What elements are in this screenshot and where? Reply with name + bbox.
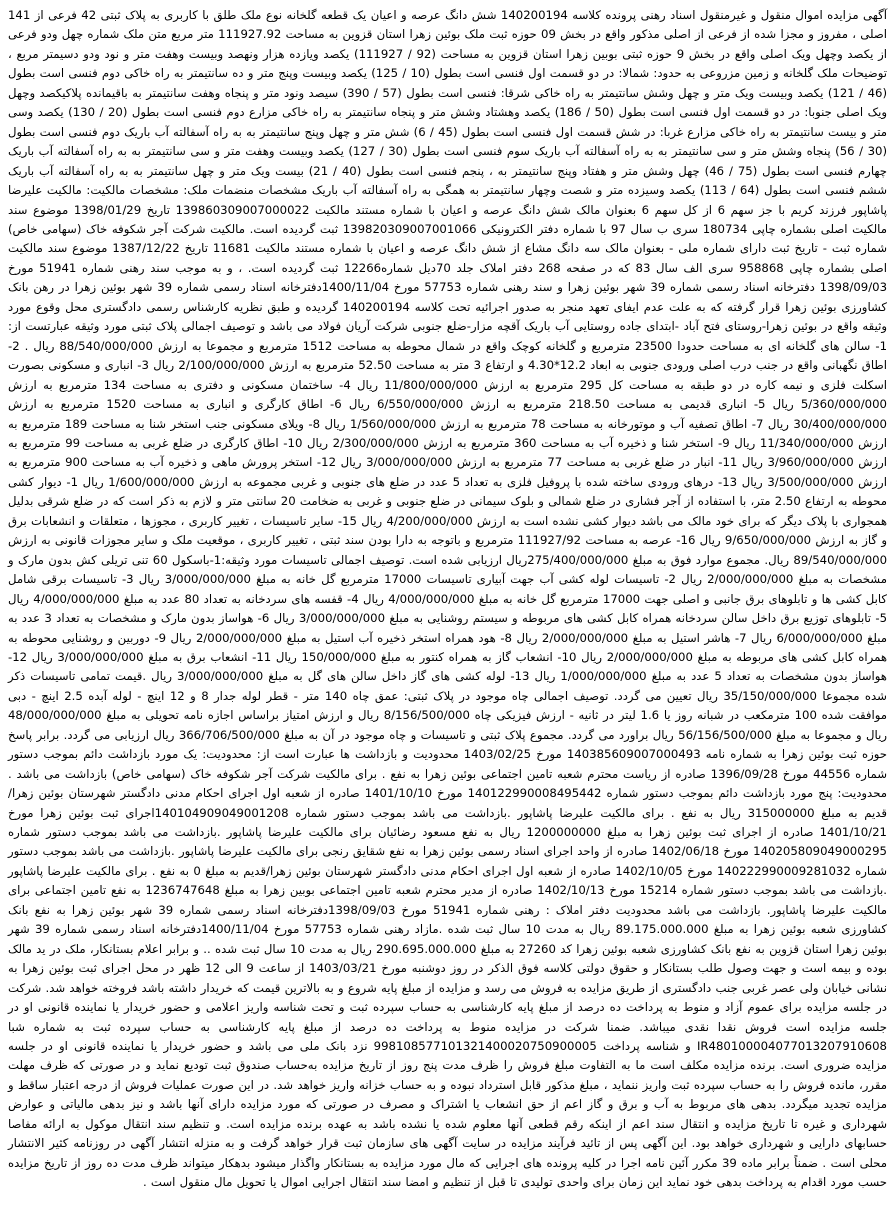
auction-notice-text: آگهی مزایده اموال منقول و غیرمنقول اسناد رهنی پرونده کلاسه 140200194 شش دانگ عرصه و اعیان یک قطعه گلخانه نوع ملک طلق با کاربری به پلاک ثبتی 42 فرعی از 141 اصلی ، مفروز و مجزا شده از فرعی از اصلی مذکور واقع در بخش 09 حوزه ثبت ملک بوئین زهرا استان قزوین به مساحت 111927.92 متر مربع متن ملک شماره چهل ودو فرعی از یکصد وچهل ویک اصلی واقع در بخش 9 حوزه ثبتی بوبین زهرا استان قزوین به مساحت (92 / 111927) یکصد ویازده هزار ونهصد وبیست وهفت متر و نود ودو دسیمتر مربع ، توضیحات ملک گلخانه و زمین مزروعی به حدود: شمالا: در دو قسمت اول فنسی است بطول (10 / 125) یکصد وبیست وپنج متر و ده سانتیمتر به راه خاکی دوم فنسی است بطول (46 / 121) یکصد وبیست ویک متر و چهل وشش سانتیمتر به راه خاکی شرقا: فنسی است بطول (57 / 390) سیصد ونود متر و پنجاه وهفت سانتیمتر به باقیمانده پلاکیکصد وچهل ویک اصلی جنوبا: در دو قسمت اول فنسی است بطول (50 / 186) یکصد وهشتاد وشش متر و پنجاه سانتیمتر به راه خاکی مزارع دوم فنسی است بطول (20 / 130) یکصد وسی متر و بیست سانتیمتر به راه خاکی مزارع غربا: در شش قسمت اول فنسی است بطول (45 / 6) شش متر و چهل وپنج سانتیمتر به به راه آسفالته آب باریک دوم فنسی است بطول (30 / 56) پنجاه وشش متر و سی سانتیمتر به به راه آسفالته آب باریک سوم فنسی است بطول (30 / 127) یکصد وبیست وهفت متر و سی سانتیمتر به به راه آسفالته آب باریک چهارم فنسی است بطول (75 / 46) چهل وشش متر و هفتاد وپنج سانتیمتر به ، پنجم فنسی است بطول (40 / 21) بیست ویک متر و چهل سانتیمتر به به راه آسفالته آب باریک ششم فنسی است بطول (64 / 113) یکصد وسیزده متر و شصت وچهار سانتیمتر به همگی به راه آسفالته آب باریک مشخصات منضمات ملک: مشخصات مالکیت: مالکیت علیرضا پاشاپور فرزند کریم با جز سهم 6 از کل سهم 6 بعنوان مالک شش دانگ عرصه و اعیان با شماره مستند مالکیت 139860309007000022 تاریخ 1398/01/29 موضوع سند مالکیت اصلی بشماره چاپی 180734 سری ب سال 97 با شماره دفتر الکترونیکی 139820309007001066 ثبت گردیده است. مالکیت شرکت آجر شکوفه خاک (سهامی خاص) شماره ثبت - تاریخ ثبت دارای شماره ملی - بعنوان مالک سه دانگ مشاع از شش دانگ عرصه و اعیان با شماره مستند مالکیت 11681 تاریخ 1387/12/22 موضوع سند مالکیت اصلی بشماره چاپی 958868 سری الف سال 83 که در صفحه 268 دفتر املاک جلد 70دیل شماره12266 ثبت گردیده است. ، و به موجب سند رهنی شماره 51941 مورخ 1398/09/03 دفترخانه اسناد رسمی شماره 39 شهر بوئین زهرا و سند رهنی شماره 57753 مورخ 1400/11/04دفترخانه اسناد رسمی شماره 39 شهر بوئین زهرا در رهن بانک کشاورزی بوئین زهرا قرار گرفته که به علت عدم ایفای تعهد منجر به صدور اجرائیه تحت کلاسه 140200194 گردیده و طبق نظریه کارشناس رسمی دادگستری محل وقوع مورد وثیقه واقع در بوئین زهرا-روستای فتح آباد -ابتدای جاده روستایی آب باریک آقچه مزار-ضلع جنوبی شرکت آریان فولاد می باشد و توصیف اجمالی پلاک ثبتی مورد وثیقه عبارتست از: 1- سالن های گلخانه ای به مساحت حدودا 23500 مترمربع و گلخانه کوچک واقع در شمال محوطه به مساحت 1512 مترمربع و مجموعا به ارزش 88/540/000/000 ریال . 2- اطاق نگهبانی واقع در جنب درب اصلی ورودی جنوبی به ابعاد 12.2*4.30 و ارتفاع 3 متر به مساحت 52.50 مترمربع به ارزش 2/100/000/000 ریال 3- انباری و مسکونی بصورت اسکلت فلزی و نیمه کاره در دو طبقه به مساحت کل 295 مترمربع به ارزش 11/800/000/000 ریال 4- ساختمان مسکونی و دفتری به مساحت 134 مترمربع به ارزش 5/360/000/000 ریال 5- انباری قدیمی به مساحت 218.50 مترمربع به ارزش 6/550/000/000 ریال 6- اطاق کارگری و انباری به مساحت 1520 مترمربع به ارزش 30/400/000/000 ریال 7- اطاق تصفیه آب و موتورخانه به مساحت 78 مترمربع به ارزش 1/560/000/000 ریال 8- ویلای مسکونی جنب استخر شنا به مساحت 189 مترمربع به ارزش 11/340/000/000 ریال 9- استخر شنا و ذخیره آب به مساحت 360 مترمربع به ارزش 2/300/000/000 ریال 10- اطاق کارگری در ضلع غربی به مساحت 99 مترمربع به ارزش 3/960/000/000 ریال 11- انبار در ضلع غربی به مساحت 77 مترمربع به ارزش 3/000/000/000 ریال 12- استخر پرورش ماهی و ذخیره آب به مساحت 900 مترمربع به ارزش 3/500/000/000 ریال 13- درهای ورودی ساخته شده با پروفیل فلزی به تعداد 5 عدد در ضلع های جنوبی و غربی مجموعه به ارزش 1/600/000/000 ریال 1- دیوار کشی محوطه به ارتفاع 2.50 متر، با استفاده از آجر فشاری در ضلع شمالی و بلوک سیمانی در ضلع جنوبی و غربی به ضخامت 20 سانتی متر و لازم به ذکر است که در ضلع شرقی بدلیل همجواری با پلاک دیگر که برای خود مالک می باشد دیوار کشی نشده است به ارزش 4/200/000/000 ریال 15- سایر تاسیسات ، تغییر کاربری ، مجوزها ، متعلقات و انشعابات برق و گاز به ارزش 9/650/000/000 ریال 16- عرصه به مساحت 111927/92 مترمربع و باتوجه به دارا بودن سند ثبتی ، تغییر کاربری ، موقعیت ملک و سایر مجوزات قانونی به ارزش 89/540/000/000 ریال. مجموع موارد فوق به مبلغ 275/400/000/000ریال ارزیابی شده است. توصیف اجمالی تاسیسات مورد وثیقه:1-باسکول 60 تنی تریلی کش بدون مارک و مشخصات به مبلغ 2/000/000/000 ریال 2- تاسیسات لوله کشی آب جهت آبیاری تاسیسات 17000 مترمربع گل خانه به مبلغ 3/000/000/000 ریال 3- تاسیسات برقی شامل کابل کشی ها و تابلوهای برق جانبی و اصلی جهت 17000 مترمربع گل خانه به مبلغ 4/000/000/000 ریال 4- قفسه های سردخانه به تعداد 80 عدد به مبلغ 4/000/000/000 ریال 5- تابلوهای توزیع برق داخل سالن سردخانه همراه کابل کشی های مربوطه و سیستم روشنایی به مبلغ 3/000/000/000 ریال 6- هواساز بدون مارک و مشخصات به تعداد 3 عدد به مبلغ 6/000/000/000 ریال 7- هاشر استیل به مبلغ 2/000/000/000 ریال 8- هود همراه استخر ذخیره آب استیل به مبلغ 2/000/000/000 ریال 9- دوربین و روشنایی محوطه به همراه کابل کشی های مربوطه به مبلغ 2/000/000/000 ریال 10- انشعاب گاز به همراه کنتور به مبلغ 150/000/000 ریال 11- انشعاب برق به مبلغ 3/000/000/000 ریال 12- هواساز بدون مشخصات به تعداد 5 عدد به مبلغ 1/000/000/000 ریال 13- لوله کشی های گاز داخل سالن های گل به مبلغ 3/000/000/000 ریال .قیمت تمامی تاسیسات ذکر شده مجموعا 35/150/000/000 ریال تعیین می گردد. توصیف اجمالی چاه موجود در پلاک ثبتی: عمق چاه 140 متر - قطر لوله جدار 8 و 12 اینچ - لوله آبده 2.5 اینچ - دبی موافقت شده 100 مترمکعب در شبانه روز یا 1.6 لیتر در ثانیه - ارزش فیزیکی چاه 8/156/500/000 ریال و ارزش امتیاز براساس اجازه نامه تحویلی به مبلغ 48/000/000/000 ریال و مجموعا به مبلغ 56/156/500/000 ریال براورد می گردد. مجموع پلاک ثبتی و تاسیسات و چاه موجود در آن به مبلغ 366/706/500/000 ریال ارزیابی می گردد. برابر پاسخ حوزه ثبت بوئین زهرا به شماره نامه 140385609007000493 مورخ 1403/02/25 محدودیت و بازداشت ها عبارت است از: محدودیت: یک مورد بازداشت دائم بموجب دستور شماره 44556 مورخ 1396/09/28 صادره از ریاست محترم شعبه تامین اجتماعی بوئین زهرا به نفع . برای مالکیت شرکت آجر شکوفه خاک (سهامی خاص) بازداشت می باشد . محدودیت: پنج مورد بازداشت دائم بموجب دستور شماره 140122990008495442 مورخ 1401/10/10 صادره از شعبه اول اجرای احکام مدنی دادگستر شهرستان بوئین زهرا/قدیم به مبلغ 315000000 ریال به نفع . برای مالکیت علیرضا پاشاپور .بازداشت می باشد بموجب دستور شماره 140104909049001208اجرای ثبت بوئین زهرا مورخ 1401/10/21 صادره از اجرای ثبت بوئین زهرا به مبلغ 1200000000 ریال به نفع مسعود رضائیان برای مالکیت علیرضا پاشاپور .بازداشت می باشد بموجب دستور شماره 140205809049000295 مورخ 1402/06/18 صادره از واحد اجرای اسناد رسمی بوئین زهرا به نفع شقایق رنجی برای مالکیت علیرضا پاشاپور .بازداشت می باشد بموجب دستور شماره 140222990009281032 مورخ 1402/10/05 صادره از شعبه اول اجرای احکام مدنی دادگستر شهرستان بوئین زهرا/قدیم به مبلغ 0 به نفع . برای مالکیت علیرضا پاشاپور .بازداشت می باشد بموجب دستور شماره 15214 مورخ 1402/10/13 صادره از مدیر محترم شعبه تامین اجتماعی بوبین زهرا به مبلغ 1236747648 به نفع تامین اجتماعی برای مالکیت علیرضا پاشاپور. بازداشت می باشد محدودیت دفتر املاک : رهنی شماره 51941 مورخ 1398/09/03دفترخانه اسناد رسمی شماره 39 شهر بوئین زهرا به نفع بانک کشاورزی شعبه بوئین زهرا به مبلغ 89.175.000.000 ریال به مدت 10 سال ثبت شده .مازاد رهنی شماره 57753 مورخ 1400/11/04دفترخانه اسناد رسمی شماره 39 شهر بوئین زهرا استان قزوین به نفع بانک کشاورزی شعبه بوئین زهرا کد 27260 به مبلغ 290.695.000.000 ریال به مدت 10 سال ثبت شده .. و برابر اعلام بستانکار، ملک در ید مالک بوده و بیمه است و جهت وصول طلب بستانکار و حقوق دولتی کلاسه فوق الذکر در روز دوشنبه مورخ 1403/03/21 از ساعت 9 الی 12 ظهر در محل اجرای ثبت بوئین زهرا به نشانی خیابان ولی عصر غربی جنب دادگستری از طریق مزایده به فروش می رسد و مزایده از مبلغ پایه شروع و به بالاترین قیمت که خریدار داشته باشد فروخته خواهد شد. شرکت در جلسه مزایده برای عموم آزاد و منوط به پرداخت ده درصد از مبلغ پایه کارشناسی به حساب سپرده ثبت و تحت شناسه واریز اعلامی و حضور خریدار یا نماینده قانونی او در جلسه مزایده است فروش نقدا نقدی میباشد. ضمنا شرکت در مزایده منوط به پرداخت ده درصد از مبلغ پایه کارشناسی به حساب سپرده ثبت به شماره شبا IR480100004077013207910608 و شناسه پرداخت 998108577101321400020750900005 نزد بانک ملی می باشد و حضور خریدار یا نماینده قانونی او در جلسه مزایده ضروری است. برنده مزایده مکلف است ما به التفاوت مبلغ فروش را ظرف مدت پنج روز از تاریخ مزایده به‌حساب صندوق ثبت تودیع نماید و در صورتی که ظرف مهلت مقرر، مانده فروش را به حساب سپرده ثبت واریز ننماید ، مبلغ مذکور قابل استرداد نبوده و به حساب خزانه واریز خواهد شد. در این صورت عملیات فروش از درجه اعتبار ساقط و مزایده تجدید میگردد. بدهی های مربوط به آب و برق و گاز اعم از حق انشعاب یا اشتراک و مصرف در صورتی که مورد مزایده دارای آنها باشد و نیز بدهی مالیاتی و عوارض شهرداری و غیره تا تاریخ مزایده و انتقال سند اعم از اینکه رقم قطعی آنها معلوم شده یا نشده باشد به عهده برنده مزایده است. و تنظیم سند انتقال موکول به ارائه مفاصا حسابهای دارایی و شهرداری خواهد بود. این آگهی پس از تائید فرآیند مزایده در سایت آگهی های سازمان ثبت قرار خواهد گرفت و به منزله انتشار آگهی در روزنامه کثیر الانتشار محلی است . ضمناً برابر ماده 39 مکرر آئین نامه اجرا در کلیه پرونده های اجرایی که مال مورد مزایده به بستانکار واگذار میشود بدهکار میتواند ظرف مدت ده روز از تاریخ مزایده حسب مورد اقدام به پرداخت بدهی خود نماید این زمان برای واحدی تولیدی تا قبل از تنظیم و امضا سند انتقال اجرایی اموال یا تحویل مال منقول است . <box>8 8 888 1190</box>
